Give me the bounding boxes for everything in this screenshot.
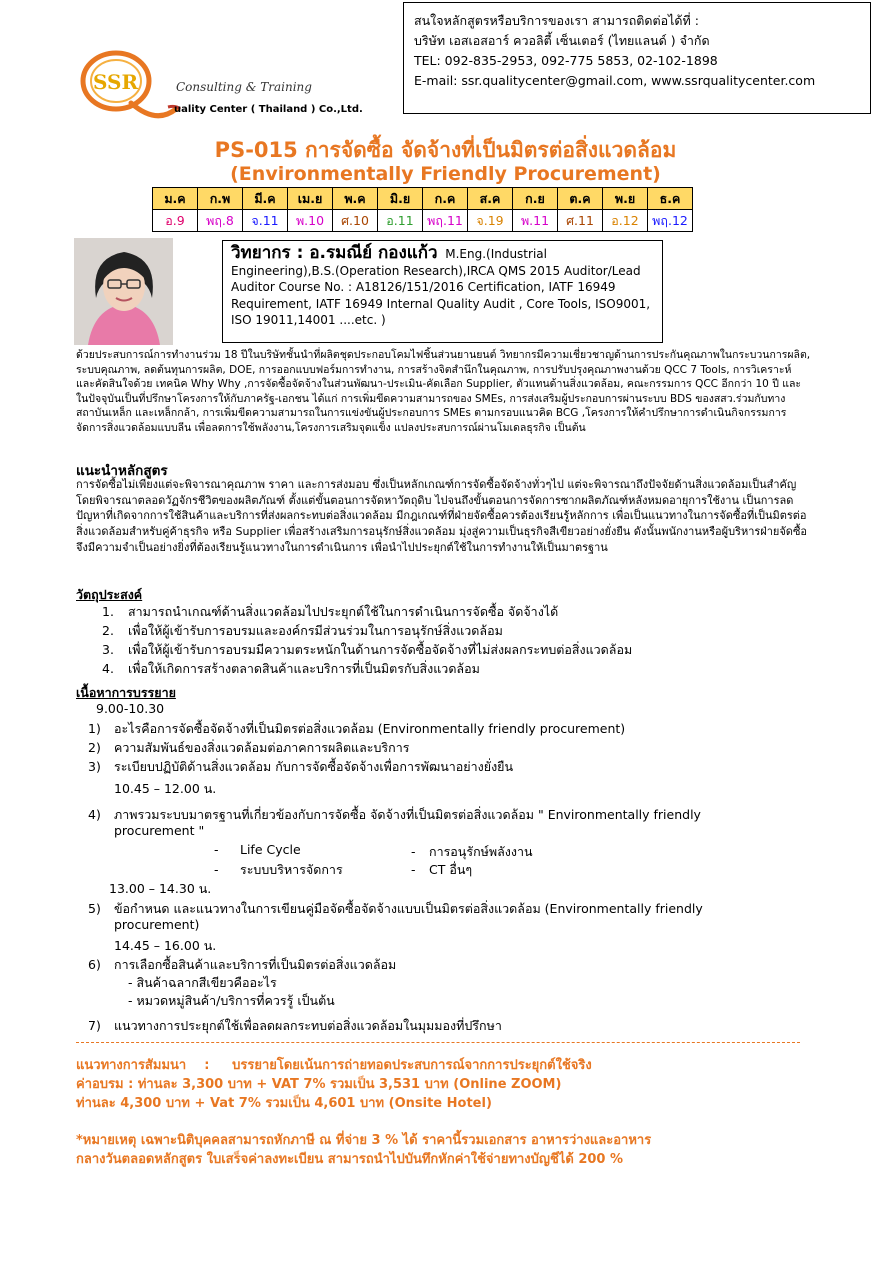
list-item: 5) ข้อกำหนด และแนวทางในการเขียนคู่มือจัดซื้อจัดจ้างแบบเป็นมิตรต่อสิ่งแวดล้อม (Environmentally friendly [88, 901, 703, 916]
month-cell: มิ.ย [378, 188, 423, 210]
contact-line: สนใจหลักสูตรหรือบริการของเรา สามารถติดต่อได้ที่ : [414, 13, 699, 28]
content-heading: เนื้อหาการบรรยาย [76, 685, 176, 700]
date-cell: พฤ.8 [198, 210, 243, 232]
month-cell: มี.ค [243, 188, 288, 210]
speaker-photo [74, 238, 173, 345]
speaker-name: วิทยากร : อ.รมณีย์ กองแก้ว [231, 243, 438, 263]
logo-subtitle: uality Center ( Thailand ) Co.,Ltd. [174, 104, 363, 115]
list-item: 1) อะไรคือการจัดซื้อจัดจ้างที่เป็นมิตรต่อสิ่งแวดล้อม (Environmentally friendly procurement) [88, 721, 626, 736]
month-cell: พ.ค [333, 188, 378, 210]
time-slot: 14.45 – 16.00 น. [114, 938, 217, 953]
divider [76, 1042, 800, 1043]
date-cell: ศ.11 [558, 210, 603, 232]
sub-item: - การอนุรักษ์พลังงาน [411, 844, 533, 859]
email-website[interactable]: E-mail: ssr.qualitycenter@gmail.com, www.ssrqualitycenter.com [414, 73, 816, 88]
list-item-continued: procurement " [114, 823, 205, 838]
phone-numbers: TEL: 092-835-2953, 092-775 5853, 02-102-1898 [414, 53, 718, 68]
note-line: *หมายเหตุ เฉพาะนิติบุคคลสามารถหักภาษี ณ ที่จ่าย 3 % ได้ ราคานี้รวมเอกสาร อาหารว่างและอาหาร [76, 1133, 652, 1148]
list-item-continued: procurement) [114, 917, 200, 932]
logo-text: SSR [93, 70, 139, 94]
date-cell: จ.19 [468, 210, 513, 232]
sub-item: - ระบบบริหารจัดการ [214, 862, 343, 877]
speaker-box [222, 240, 663, 343]
date-cell: จ.11 [243, 210, 288, 232]
contact-box [403, 2, 871, 114]
month-cell: ม.ค [153, 188, 198, 210]
sub-item: - หมวดหมู่สินค้า/บริการที่ควรรู้ เป็นต้น [128, 993, 335, 1008]
date-cell: พฤ.11 [423, 210, 468, 232]
date-cell: ศ.10 [333, 210, 378, 232]
list-item: 4) ภาพรวมระบบมาตรฐานที่เกี่ยวข้องกับการจัดซื้อ จัดจ้างที่เป็นมิตรต่อสิ่งแวดล้อม " Environmentally friendly [88, 807, 701, 822]
note-line: กลางวันตลอดหลักสูตร ใบเสร็จค่าลงทะเบียน สามารถนำไปบันทึกหักค่าใช้จ่ายทางบัญชีได้ 200 % [76, 1152, 624, 1167]
speaker-credentials: M.Eng.(Industrial Engineering),B.S.(Operation Research),IRCA QMS 2015 Auditor/Lead Auditor Course No. : A18126/151/2016 Certification, IATF 16949 Requirement, IATF 16949 Internal Quality Audit , Core Tools, ISO9001, ISO 19011,14001 ....etc. ) [231, 247, 651, 327]
month-cell: ก.ค [423, 188, 468, 210]
list-item: 1. สามารถนำเกณฑ์ด้านสิ่งแวดล้อมไปประยุกต์ใช้ในการดำเนินการจัดซื้อ จัดจ้างได้ [102, 604, 559, 619]
date-cell: อ.12 [603, 210, 648, 232]
list-item: 2) ความสัมพันธ์ของสิ่งแวดล้อมต่อภาคการผลิตและบริการ [88, 740, 410, 755]
company-name: บริษัท เอสเอสอาร์ ควอลิตี้ เซ็นเตอร์ (ไทยแลนด์ ) จำกัด [414, 33, 710, 48]
time-slot: 13.00 – 14.30 น. [109, 881, 212, 896]
course-title-english: (Environmentally Friendly Procurement) [230, 163, 661, 185]
date-cell: พ.11 [513, 210, 558, 232]
objectives-list [102, 602, 632, 678]
list-item: 3) ระเบียบปฏิบัติด้านสิ่งแวดล้อม กับการจัดซื้อจัดจ้างเพื่อการพัฒนาอย่างยั่งยืน [88, 759, 514, 774]
list-item: 6) การเลือกซื้อสินค้าและบริการที่เป็นมิตรต่อสิ่งแวดล้อม [88, 957, 397, 972]
fee-onsite: ท่านละ 4,300 บาท + Vat 7% รวมเป็น 4,601 บาท (Onsite Hotel) [76, 1096, 492, 1111]
fee-online: ค่าอบรม : ท่านละ 3,300 บาท + VAT 7% รวมเป็น 3,531 บาท (Online ZOOM) [76, 1077, 562, 1092]
logo-tagline: Consulting & Training [176, 80, 312, 94]
seminar-approach: แนวทางการสัมมนา : บรรยายโดยเน้นการถ่ายทอดประสบการณ์จากการประยุกต์ใช้จริง [76, 1058, 592, 1073]
date-cell: พฤ.12 [648, 210, 693, 232]
list-item: 7) แนวทางการประยุกต์ใช้เพื่อลดผลกระทบต่อสิ่งแวดล้อมในมุมมองที่ปรึกษา [88, 1018, 502, 1033]
month-cell: เม.ย [288, 188, 333, 210]
course-title: PS-015 การจัดซื้อ จัดจ้างที่เป็นมิตรต่อสิ่งแวดล้อม [214, 138, 677, 162]
sub-item: - CT อื่นๆ [411, 862, 473, 877]
month-cell: ธ.ค [648, 188, 693, 210]
month-cell: ก.ย [513, 188, 558, 210]
sub-item: - สินค้าฉลากสีเขียวคืออะไร [128, 975, 277, 990]
date-cell: พ.10 [288, 210, 333, 232]
schedule-table [152, 187, 693, 232]
speaker-bio: ด้วยประสบการณ์การทำงานร่วม 18 ปีในบริษัทชั้นนำที่ผลิตชุดประกอบโคมไฟชิ้นส่วนยานยนต์ วิทยากรมีความเชี่ยวชาญด้านการประกันคุณภาพในกระบวนการผลิต, ระบบคุณภาพ, ลดต้นทุนการผลิต, DOE, การออกแบบฟอร์มการทำงาน, การสร้างจิตสำนึกในคุณภาพ, การปรับปรุงคุณภาพงานด้วย QCC 7 Tools, การวิเคราะห์ และคัดสินใจด้วย เทคนิค Why Why ,การจัดซื้อจัดจ้างในส่วนพัฒนา-ประเมิน-คัดเลือก Supplier, ตัวแทนด้านสิ่งแวดล้อม, คณะกรรมการ QCC อีกกว่า 10 ปี และในปัจจุบันเป็นที่ปรึกษาโครงการให้กับภาครัฐ-เอกชน ได้แก่ การเพิ่มขีดความสามารถของ SMEs, การส่งเสริมผู้ประกอบการผ่านระบบ BDS ของสสว.ร่วมกับทางสถาบันเหล็ก และเหล็กกล้า, การเพิ่มขีดความสามารถในการแข่งขันผู้ประกอบการ SMEs ตามกรอบแนวคิด BCG ,โครงการให้คำปรึกษาการดำเนินกิจกรรมการจัดการสิ่งแวดล้อมแบบลีน เพื่อลดการใช้พลังงาน,โครงการเสริมจุดแข็ง แปลงประสบการณ์ผ่านโมเดลธุรกิจ เป็นต้น [76, 349, 811, 434]
list-item: 2. เพื่อให้ผู้เข้ารับการอบรมและองค์กรมีส่วนร่วมในการอนุรักษ์สิ่งแวดล้อม [102, 623, 503, 638]
date-cell: อ.11 [378, 210, 423, 232]
date-cell: อ.9 [153, 210, 198, 232]
time-slot: 10.45 – 12.00 น. [114, 781, 217, 796]
intro-heading: แนะนำหลักสูตร [76, 463, 168, 479]
list-item: 3. เพื่อให้ผู้เข้ารับการอบรมมีความตระหนักในด้านการจัดซื้อจัดจ้างที่ไม่ส่งผลกระทบต่อสิ่งแวดล้อม [102, 642, 633, 657]
person-icon [74, 238, 173, 345]
month-cell: ส.ค [468, 188, 513, 210]
objectives-heading: วัตถุประสงค์ [76, 587, 143, 602]
list-item: 4. เพื่อให้เกิดการสร้างตลาดสินค้าและบริการที่เป็นมิตรกับสิ่งแวดล้อม [102, 661, 480, 676]
month-cell: ต.ค [558, 188, 603, 210]
month-cell: ก.พ [198, 188, 243, 210]
intro-text: การจัดซื้อไม่เพียงแต่จะพิจารณาคุณภาพ ราคา และการส่งมอบ ซึ่งเป็นหลักเกณฑ์การจัดซื้อจัดจ้างทั่วๆไป แต่จะพิจารณาถึงปัจจัยด้านสิ่งแวดล้อมเป็นสำคัญ โดยพิจารณาตลอดวัฏจักรชีวิตของผลิตภัณฑ์ ตั้งแต่ขั้นตอนการจัดหาวัตถุดิบ ไปจนถึงขั้นตอนการจัดการซากผลิตภัณฑ์หลังหมดอายุการใช้งาน เป็นการลดปัญหาที่เกิดจากการใช้สินค้าและบริการที่ส่งผลกระทบต่อสิ่งแวดล้อม มีกฎเกณฑ์ที่ฝ่ายจัดซื้อควรต้องเรียนรู้หลักการ เพื่อเป็นแนวทางในการจัดซื้อที่เป็นมิตรต่อสิ่งแวดล้อมสำหรับคู่ค้าธุรกิจ หรือ Supplier เพื่อสร้างเสริมการอนุรักษ์สิ่งแวดล้อม มุ่งสู่ความเป็นธุรกิจสีเขียวอย่างยั่งยืน ดังนั้นพนักงานหรือผู้บริหารฝ่ายจัดซื้อจึงมีความจำเป็นอย่างยิ่งที่ต้องเรียนรู้แนวทางในการดำเนินการ เพื่อนำไปประยุกต์ใช้ในการทำงานให้เป็นมาตรฐาน [76, 478, 808, 554]
time-slot: 9.00-10.30 [96, 701, 165, 716]
sub-item: - Life Cycle [214, 842, 301, 857]
month-cell: พ.ย [603, 188, 648, 210]
